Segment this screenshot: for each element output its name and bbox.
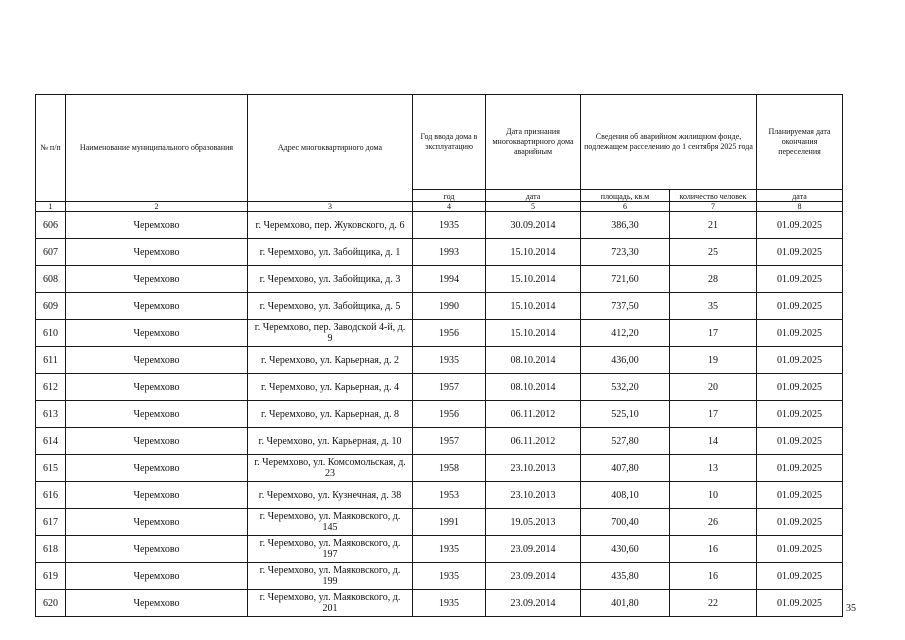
cell-people: 13 bbox=[670, 455, 757, 482]
cell-area: 430,60 bbox=[581, 536, 670, 563]
cell-recognized-date: 23.09.2014 bbox=[486, 590, 581, 617]
table-row bbox=[36, 293, 843, 320]
cell-people: 21 bbox=[670, 212, 757, 239]
cell-address: г. Черемхово, ул. Карьерная, д. 4 bbox=[248, 374, 413, 401]
cell-address: г. Черемхово, ул. Маяковского, д. 145 bbox=[248, 509, 413, 536]
table-row bbox=[36, 320, 843, 347]
cell-address: г. Черемхово, ул. Забойщика, д. 1 bbox=[248, 239, 413, 266]
cell-planned-date: 01.09.2025 bbox=[757, 590, 843, 617]
cell-year: 1935 bbox=[413, 590, 486, 617]
cell-recognized-date: 23.09.2014 bbox=[486, 536, 581, 563]
cell-planned-date: 01.09.2025 bbox=[757, 509, 843, 536]
resettlement-table bbox=[35, 94, 843, 617]
cell-area: 721,60 bbox=[581, 266, 670, 293]
table-row bbox=[36, 212, 843, 239]
header-row bbox=[36, 95, 843, 190]
cell-year: 1958 bbox=[413, 455, 486, 482]
cell-planned-date: 01.09.2025 bbox=[757, 401, 843, 428]
column-number-row bbox=[36, 202, 843, 212]
cell-planned-date: 01.09.2025 bbox=[757, 563, 843, 590]
cell-num: 615 bbox=[36, 455, 66, 482]
cell-address: г. Черемхово, ул. Маяковского, д. 199 bbox=[248, 563, 413, 590]
cell-area: 737,50 bbox=[581, 293, 670, 320]
cell-address: г. Черемхово, пер. Заводской 4-й, д. 9 bbox=[248, 320, 413, 347]
cell-year: 1935 bbox=[413, 536, 486, 563]
subheader-people: количество человек bbox=[670, 190, 757, 202]
cell-municipality: Черемхово bbox=[66, 536, 248, 563]
cell-municipality: Черемхово bbox=[66, 320, 248, 347]
cell-address: г. Черемхово, ул. Маяковского, д. 201 bbox=[248, 590, 413, 617]
cell-municipality: Черемхово bbox=[66, 455, 248, 482]
cell-year: 1956 bbox=[413, 401, 486, 428]
cell-num: 611 bbox=[36, 347, 66, 374]
cell-recognized-date: 06.11.2012 bbox=[486, 401, 581, 428]
header-num: № п/п bbox=[36, 95, 66, 202]
cell-area: 532,20 bbox=[581, 374, 670, 401]
cell-num: 617 bbox=[36, 509, 66, 536]
cell-year: 1991 bbox=[413, 509, 486, 536]
cell-people: 20 bbox=[670, 374, 757, 401]
cell-municipality: Черемхово bbox=[66, 212, 248, 239]
cell-municipality: Черемхово bbox=[66, 563, 248, 590]
cell-num: 614 bbox=[36, 428, 66, 455]
cell-recognized-date: 15.10.2014 bbox=[486, 266, 581, 293]
table-row bbox=[36, 509, 843, 536]
cell-num: 619 bbox=[36, 563, 66, 590]
cell-municipality: Черемхово bbox=[66, 347, 248, 374]
header-recognized: Дата признания многоквартирного дома аварийным bbox=[486, 95, 581, 190]
cell-planned-date: 01.09.2025 bbox=[757, 347, 843, 374]
cell-address: г. Черемхово, ул. Карьерная, д. 8 bbox=[248, 401, 413, 428]
cell-year: 1994 bbox=[413, 266, 486, 293]
cell-people: 17 bbox=[670, 320, 757, 347]
cell-num: 613 bbox=[36, 401, 66, 428]
cell-municipality: Черемхово bbox=[66, 590, 248, 617]
cell-people: 25 bbox=[670, 239, 757, 266]
cell-address: г. Черемхово, ул. Забойщика, д. 5 bbox=[248, 293, 413, 320]
cell-people: 35 bbox=[670, 293, 757, 320]
table-row bbox=[36, 590, 843, 617]
cell-year: 1957 bbox=[413, 428, 486, 455]
cell-recognized-date: 23.10.2013 bbox=[486, 482, 581, 509]
table-row bbox=[36, 239, 843, 266]
cell-year: 1990 bbox=[413, 293, 486, 320]
header-planned: Планируемая дата окончания переселения bbox=[757, 95, 843, 190]
table-row bbox=[36, 266, 843, 293]
cell-address: г. Черемхово, пер. Жуковского, д. 6 bbox=[248, 212, 413, 239]
cell-recognized-date: 19.05.2013 bbox=[486, 509, 581, 536]
cell-year: 1935 bbox=[413, 563, 486, 590]
cell-address: г. Черемхово, ул. Карьерная, д. 2 bbox=[248, 347, 413, 374]
cell-people: 28 bbox=[670, 266, 757, 293]
cell-recognized-date: 06.11.2012 bbox=[486, 428, 581, 455]
colnum-4: 4 bbox=[413, 202, 486, 212]
cell-area: 527,80 bbox=[581, 428, 670, 455]
cell-planned-date: 01.09.2025 bbox=[757, 212, 843, 239]
cell-address: г. Черемхово, ул. Забойщика, д. 3 bbox=[248, 266, 413, 293]
cell-people: 19 bbox=[670, 347, 757, 374]
colnum-5: 5 bbox=[486, 202, 581, 212]
cell-planned-date: 01.09.2025 bbox=[757, 320, 843, 347]
cell-num: 610 bbox=[36, 320, 66, 347]
header-address: Адрес многоквартирного дома bbox=[248, 95, 413, 202]
cell-recognized-date: 15.10.2014 bbox=[486, 239, 581, 266]
cell-area: 723,30 bbox=[581, 239, 670, 266]
header-year: Год ввода дома в эксплуатацию bbox=[413, 95, 486, 190]
cell-num: 607 bbox=[36, 239, 66, 266]
colnum-6: 6 bbox=[581, 202, 670, 212]
cell-municipality: Черемхово bbox=[66, 401, 248, 428]
cell-recognized-date: 08.10.2014 bbox=[486, 374, 581, 401]
cell-num: 618 bbox=[36, 536, 66, 563]
cell-num: 608 bbox=[36, 266, 66, 293]
cell-municipality: Черемхово bbox=[66, 509, 248, 536]
cell-recognized-date: 30.09.2014 bbox=[486, 212, 581, 239]
page-number: 35 bbox=[846, 603, 856, 614]
cell-planned-date: 01.09.2025 bbox=[757, 428, 843, 455]
cell-municipality: Черемхово bbox=[66, 293, 248, 320]
cell-recognized-date: 23.09.2014 bbox=[486, 563, 581, 590]
cell-planned-date: 01.09.2025 bbox=[757, 374, 843, 401]
cell-num: 609 bbox=[36, 293, 66, 320]
subheader-date: дата bbox=[486, 190, 581, 202]
table-row bbox=[36, 347, 843, 374]
cell-area: 435,80 bbox=[581, 563, 670, 590]
cell-area: 525,10 bbox=[581, 401, 670, 428]
cell-year: 1935 bbox=[413, 212, 486, 239]
colnum-2: 2 bbox=[66, 202, 248, 212]
table-row bbox=[36, 401, 843, 428]
cell-year: 1957 bbox=[413, 374, 486, 401]
cell-people: 16 bbox=[670, 536, 757, 563]
cell-year: 1993 bbox=[413, 239, 486, 266]
table-row bbox=[36, 482, 843, 509]
table-row bbox=[36, 536, 843, 563]
table-row bbox=[36, 563, 843, 590]
cell-people: 22 bbox=[670, 590, 757, 617]
cell-area: 401,80 bbox=[581, 590, 670, 617]
cell-area: 386,30 bbox=[581, 212, 670, 239]
cell-recognized-date: 08.10.2014 bbox=[486, 347, 581, 374]
cell-recognized-date: 23.10.2013 bbox=[486, 455, 581, 482]
cell-num: 606 bbox=[36, 212, 66, 239]
cell-area: 408,10 bbox=[581, 482, 670, 509]
cell-people: 16 bbox=[670, 563, 757, 590]
table-row bbox=[36, 428, 843, 455]
cell-address: г. Черемхово, ул. Комсомольская, д. 23 bbox=[248, 455, 413, 482]
cell-municipality: Черемхово bbox=[66, 266, 248, 293]
cell-address: г. Черемхово, ул. Кузнечная, д. 38 bbox=[248, 482, 413, 509]
table-row bbox=[36, 455, 843, 482]
header-fund: Сведения об аварийном жилищном фонде, подлежащем расселению до 1 сентября 2025 года bbox=[581, 95, 757, 190]
cell-recognized-date: 15.10.2014 bbox=[486, 320, 581, 347]
cell-planned-date: 01.09.2025 bbox=[757, 293, 843, 320]
cell-planned-date: 01.09.2025 bbox=[757, 455, 843, 482]
cell-municipality: Черемхово bbox=[66, 239, 248, 266]
cell-num: 620 bbox=[36, 590, 66, 617]
cell-year: 1953 bbox=[413, 482, 486, 509]
subheader-year: год bbox=[413, 190, 486, 202]
colnum-1: 1 bbox=[36, 202, 66, 212]
cell-num: 612 bbox=[36, 374, 66, 401]
cell-people: 17 bbox=[670, 401, 757, 428]
cell-municipality: Черемхово bbox=[66, 482, 248, 509]
table-body bbox=[36, 95, 843, 617]
cell-address: г. Черемхово, ул. Карьерная, д. 10 bbox=[248, 428, 413, 455]
cell-num: 616 bbox=[36, 482, 66, 509]
colnum-7: 7 bbox=[670, 202, 757, 212]
cell-planned-date: 01.09.2025 bbox=[757, 266, 843, 293]
cell-people: 14 bbox=[670, 428, 757, 455]
table-row bbox=[36, 374, 843, 401]
cell-people: 26 bbox=[670, 509, 757, 536]
cell-address: г. Черемхово, ул. Маяковского, д. 197 bbox=[248, 536, 413, 563]
cell-municipality: Черемхово bbox=[66, 374, 248, 401]
cell-year: 1935 bbox=[413, 347, 486, 374]
cell-area: 407,80 bbox=[581, 455, 670, 482]
header-municipality: Наименование муниципального образования bbox=[66, 95, 248, 202]
subheader-date2: дата bbox=[757, 190, 843, 202]
cell-planned-date: 01.09.2025 bbox=[757, 239, 843, 266]
colnum-8: 8 bbox=[757, 202, 843, 212]
cell-planned-date: 01.09.2025 bbox=[757, 536, 843, 563]
cell-year: 1956 bbox=[413, 320, 486, 347]
subheader-area: площадь, кв.м bbox=[581, 190, 670, 202]
cell-area: 436,00 bbox=[581, 347, 670, 374]
cell-area: 700,40 bbox=[581, 509, 670, 536]
cell-recognized-date: 15.10.2014 bbox=[486, 293, 581, 320]
colnum-3: 3 bbox=[248, 202, 413, 212]
cell-area: 412,20 bbox=[581, 320, 670, 347]
cell-people: 10 bbox=[670, 482, 757, 509]
cell-municipality: Черемхово bbox=[66, 428, 248, 455]
cell-planned-date: 01.09.2025 bbox=[757, 482, 843, 509]
